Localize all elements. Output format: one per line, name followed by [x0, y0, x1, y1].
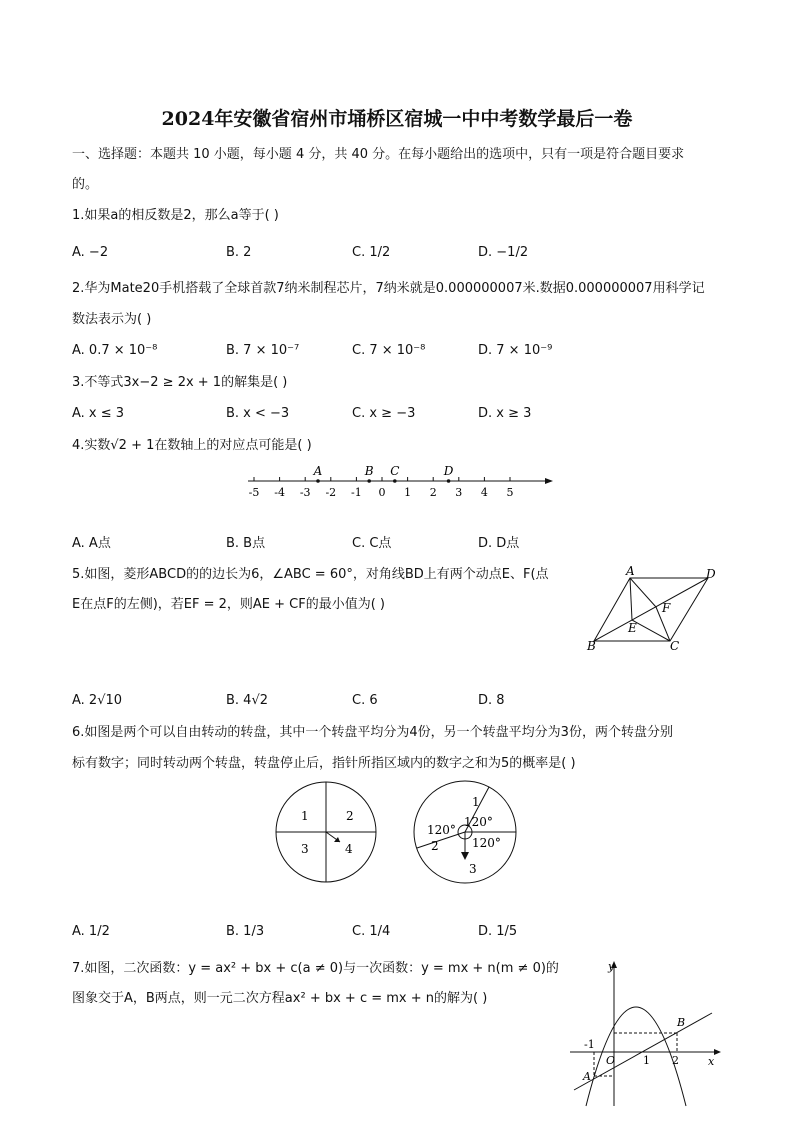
segment-af	[630, 578, 656, 607]
number-line-point	[447, 479, 451, 483]
number-line-tick-label: 3	[455, 486, 463, 499]
function-graph-figure	[566, 958, 726, 1110]
q6-option-d: D. 1/5	[478, 924, 518, 939]
q6-stem-cont: 标有数字；同时转动两个转盘，转盘停止后，指针所指区域内的数字之和为5的概率是( )	[72, 756, 576, 771]
x-axis-arrow-icon	[714, 1049, 721, 1055]
rhombus-figure	[582, 562, 732, 658]
number-line-tick-label: 2	[429, 486, 437, 499]
q7-stem-cont: 图象交于A，B两点，则一元二次方程ax² + bx + c = mx + n的解为( )	[72, 991, 488, 1006]
number-line-tick-label: -2	[325, 486, 337, 499]
wheel-two-pointer-arrow-icon	[461, 852, 469, 860]
number-line-point	[393, 479, 397, 483]
q2-option-d: D. 7 × 10⁻⁹	[478, 343, 553, 358]
label-x: x	[708, 1055, 715, 1068]
q5-option-b: B. 4√2	[226, 693, 269, 708]
label-point-b: B	[677, 1016, 686, 1029]
number-line-tick-label: -1	[351, 486, 362, 499]
q2-option-b: B. 7 × 10⁻⁷	[226, 343, 300, 358]
q3-option-b: B. x < −3	[226, 406, 290, 421]
q6-option-c: C. 1/4	[352, 924, 391, 939]
q5-stem: 5.如图，菱形ABCD的的边长为6，∠ABC = 60°，对角线BD上有两个动点E、F(点	[72, 567, 549, 582]
segment-ae	[630, 578, 632, 620]
q3-option-d: D. x ≥ 3	[478, 406, 532, 421]
wheel-two-angle-2: 120°	[427, 823, 456, 837]
number-line-point-label: C	[390, 464, 400, 478]
label-a: A	[626, 564, 635, 578]
wheel-two-label-3: 3	[469, 862, 477, 876]
number-line-tick-label: -5	[248, 486, 260, 499]
q4-option-b: B. B点	[226, 536, 266, 551]
label-c: C	[670, 639, 680, 653]
number-line-tick-label: -4	[274, 486, 285, 499]
wheel-one-label-2: 2	[346, 809, 354, 823]
wheel-two-label-1: 1	[472, 795, 480, 809]
q5-option-d: D. 8	[478, 693, 505, 708]
label-neg1: -1	[584, 1038, 595, 1051]
q4-option-d: D. D点	[478, 536, 520, 551]
number-line-tick-label: 4	[480, 486, 488, 499]
parabola	[586, 1007, 686, 1106]
number-line-tick-label: -3	[299, 486, 311, 499]
q4-stem: 4.实数√2 + 1在数轴上的对应点可能是( )	[72, 438, 312, 453]
wheel-one-label-4: 4	[345, 842, 353, 856]
wheel-one-label-3: 3	[301, 842, 309, 856]
q1-option-a: A. −2	[72, 245, 109, 260]
label-origin: O	[606, 1054, 616, 1067]
page-title: 2024年安徽省宿州市埇桥区宿城一中中考数学最后一卷	[161, 108, 633, 130]
number-line-point-label: D	[443, 464, 454, 478]
q6-option-b: B. 1/3	[226, 924, 265, 939]
wheel-one-label-1: 1	[301, 809, 309, 823]
label-point-a: A	[583, 1070, 591, 1083]
number-line-figure	[240, 458, 560, 500]
q7-stem: 7.如图，二次函数：y = ax² + bx + c(a ≠ 0)与一次函数：y = mx + n(m ≠ 0)的	[72, 961, 559, 976]
label-y: y	[608, 960, 615, 973]
number-line-point	[316, 479, 320, 483]
number-line-point-label: B	[364, 464, 374, 478]
wheel-two-angle-1: 120°	[464, 815, 493, 829]
q5-option-c: C. 6	[352, 693, 378, 708]
q6-option-a: A. 1/2	[72, 924, 110, 939]
q1-option-b: B. 2	[226, 245, 252, 260]
number-line-tick-label: 0	[378, 486, 386, 499]
label-1: 1	[643, 1054, 650, 1067]
q3-stem: 3.不等式3x−2 ≥ 2x + 1的解集是( )	[72, 375, 288, 390]
wheel-two-label-2: 2	[431, 839, 439, 853]
q5-option-a: A. 2√10	[72, 693, 123, 708]
label-2: 2	[672, 1054, 679, 1067]
label-e: E	[628, 621, 637, 635]
q3-option-c: C. x ≥ −3	[352, 406, 416, 421]
q2-stem-cont: 数法表示为( )	[72, 312, 152, 327]
q1-option-d: D. −1/2	[478, 245, 529, 260]
q4-option-c: C. C点	[352, 536, 392, 551]
q4-option-a: A. A点	[72, 536, 111, 551]
spinner-figure	[270, 780, 530, 890]
number-line-tick-label: 1	[404, 486, 412, 499]
number-line-arrow	[545, 478, 553, 484]
q5-stem-cont: E在点F的左侧)，若EF = 2，则AE + CF的最小值为( )	[72, 597, 385, 612]
number-line-tick-label: 5	[506, 486, 514, 499]
q2-option-c: C. 7 × 10⁻⁸	[352, 343, 426, 358]
label-b: B	[587, 639, 596, 653]
label-d: D	[706, 567, 716, 581]
q1-stem: 1.如果a的相反数是2，那么a等于( )	[72, 208, 279, 223]
segment-ec	[632, 620, 670, 641]
section-heading: 一、选择题：本题共 10 小题，每小题 4 分，共 40 分。在每小题给出的选项中，只有一项是符合题目要求	[72, 147, 685, 162]
wheel-two-angle-3: 120°	[472, 836, 501, 850]
section-heading-cont: 的。	[72, 177, 99, 192]
number-line-point-label: A	[313, 464, 323, 478]
q2-option-a: A. 0.7 × 10⁻⁸	[72, 343, 158, 358]
q1-option-c: C. 1/2	[352, 245, 391, 260]
diagonal-bd	[594, 578, 708, 641]
number-line-point	[367, 479, 371, 483]
q2-stem: 2.华为Mate20手机搭载了全球首款7纳米制程芯片，7纳米就是0.000000007米.数据0.000000007用科学记	[72, 281, 705, 296]
q6-stem: 6.如图是两个可以自由转动的转盘，其中一个转盘平均分为4份，另一个转盘平均分为3份，两个转盘分别	[72, 725, 673, 740]
label-f: F	[662, 601, 671, 615]
q3-option-a: A. x ≤ 3	[72, 406, 125, 421]
